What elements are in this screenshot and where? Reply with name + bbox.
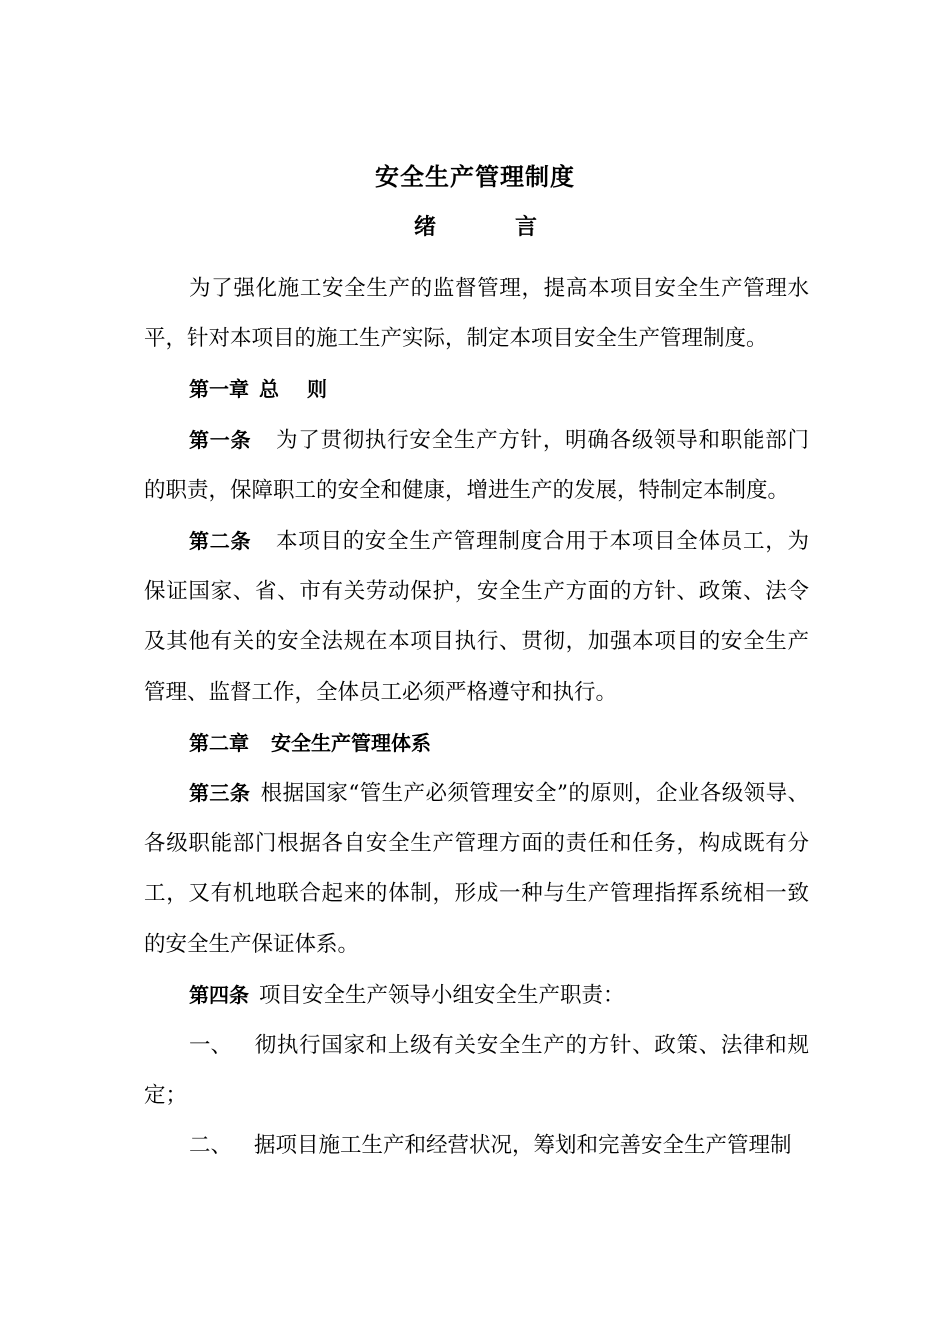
article-4: [144, 970, 809, 1021]
subtitle-char-2: 言: [515, 215, 538, 240]
chapter-2-title: 安全生产管理体系: [271, 730, 431, 755]
chapter-1-label: 第一章: [189, 377, 249, 402]
article-3: [144, 768, 809, 970]
article-1-text: 为了贯彻执行安全生产方针，明确各级领导和职能部门的职责，保障职工的安全和健康，增进生产的发展，特制定本制度。: [144, 427, 810, 503]
document-body: [144, 264, 809, 1172]
article-4-text: 项目安全生产领导小组安全生产职责：: [259, 982, 625, 1008]
list-item-1-text: 彻执行国家和上级有关安全生产的方针、政策、法律和规定；: [144, 1033, 809, 1109]
article-2-lead: 第二条: [189, 529, 252, 554]
list-item-2: [144, 1121, 809, 1171]
list-item-1: [144, 1021, 809, 1121]
intro-paragraph: 为了强化施工安全生产的监督管理，提高本项目安全生产管理水平，针对本项目的施工生产实际，制定本项目安全生产管理制度。: [144, 276, 809, 352]
document-subtitle: [0, 211, 950, 245]
chapter-2-heading: [144, 718, 809, 768]
article-4-lead: 第四条: [189, 982, 249, 1007]
chapter-1-heading: [144, 364, 809, 414]
article-3-text: 根据国家“管生产必须管理安全”的原则，企业各级领导、各级职能部门根据各自安全生产管理方面的责任和任务，构成既有分工，又有机地联合起来的体制，形成一种与生产管理指挥系统相一致的安全生产保证体系。: [144, 781, 809, 957]
article-1-lead: 第一条: [189, 427, 252, 452]
list-item-2-text: 据项目施工生产和经营状况，筹划和完善安全生产管理制: [254, 1133, 792, 1159]
subtitle-char-1: 绪: [414, 215, 437, 240]
list-item-2-number: 二、: [189, 1133, 233, 1159]
chapter-2-label: 第二章: [189, 730, 249, 755]
list-item-1-number: 一、: [189, 1033, 233, 1059]
article-2: [144, 516, 809, 718]
article-3-lead: 第三条: [189, 781, 251, 806]
article-2-text: 本项目的安全生产管理制度合用于本项目全体员工，为保证国家、省、市有关劳动保护，安全生产方面的方针、政策、法令及其他有关的安全法规在本项目执行、贯彻，加强本项目的安全生产管理、监督工作，全体员工必须严格遵守和执行。: [144, 529, 810, 705]
chapter-1-title-b: 则: [307, 377, 327, 402]
article-1: [144, 415, 809, 516]
chapter-1-title-a: 总: [259, 377, 279, 402]
document-title: 安全生产管理制度: [375, 163, 575, 191]
